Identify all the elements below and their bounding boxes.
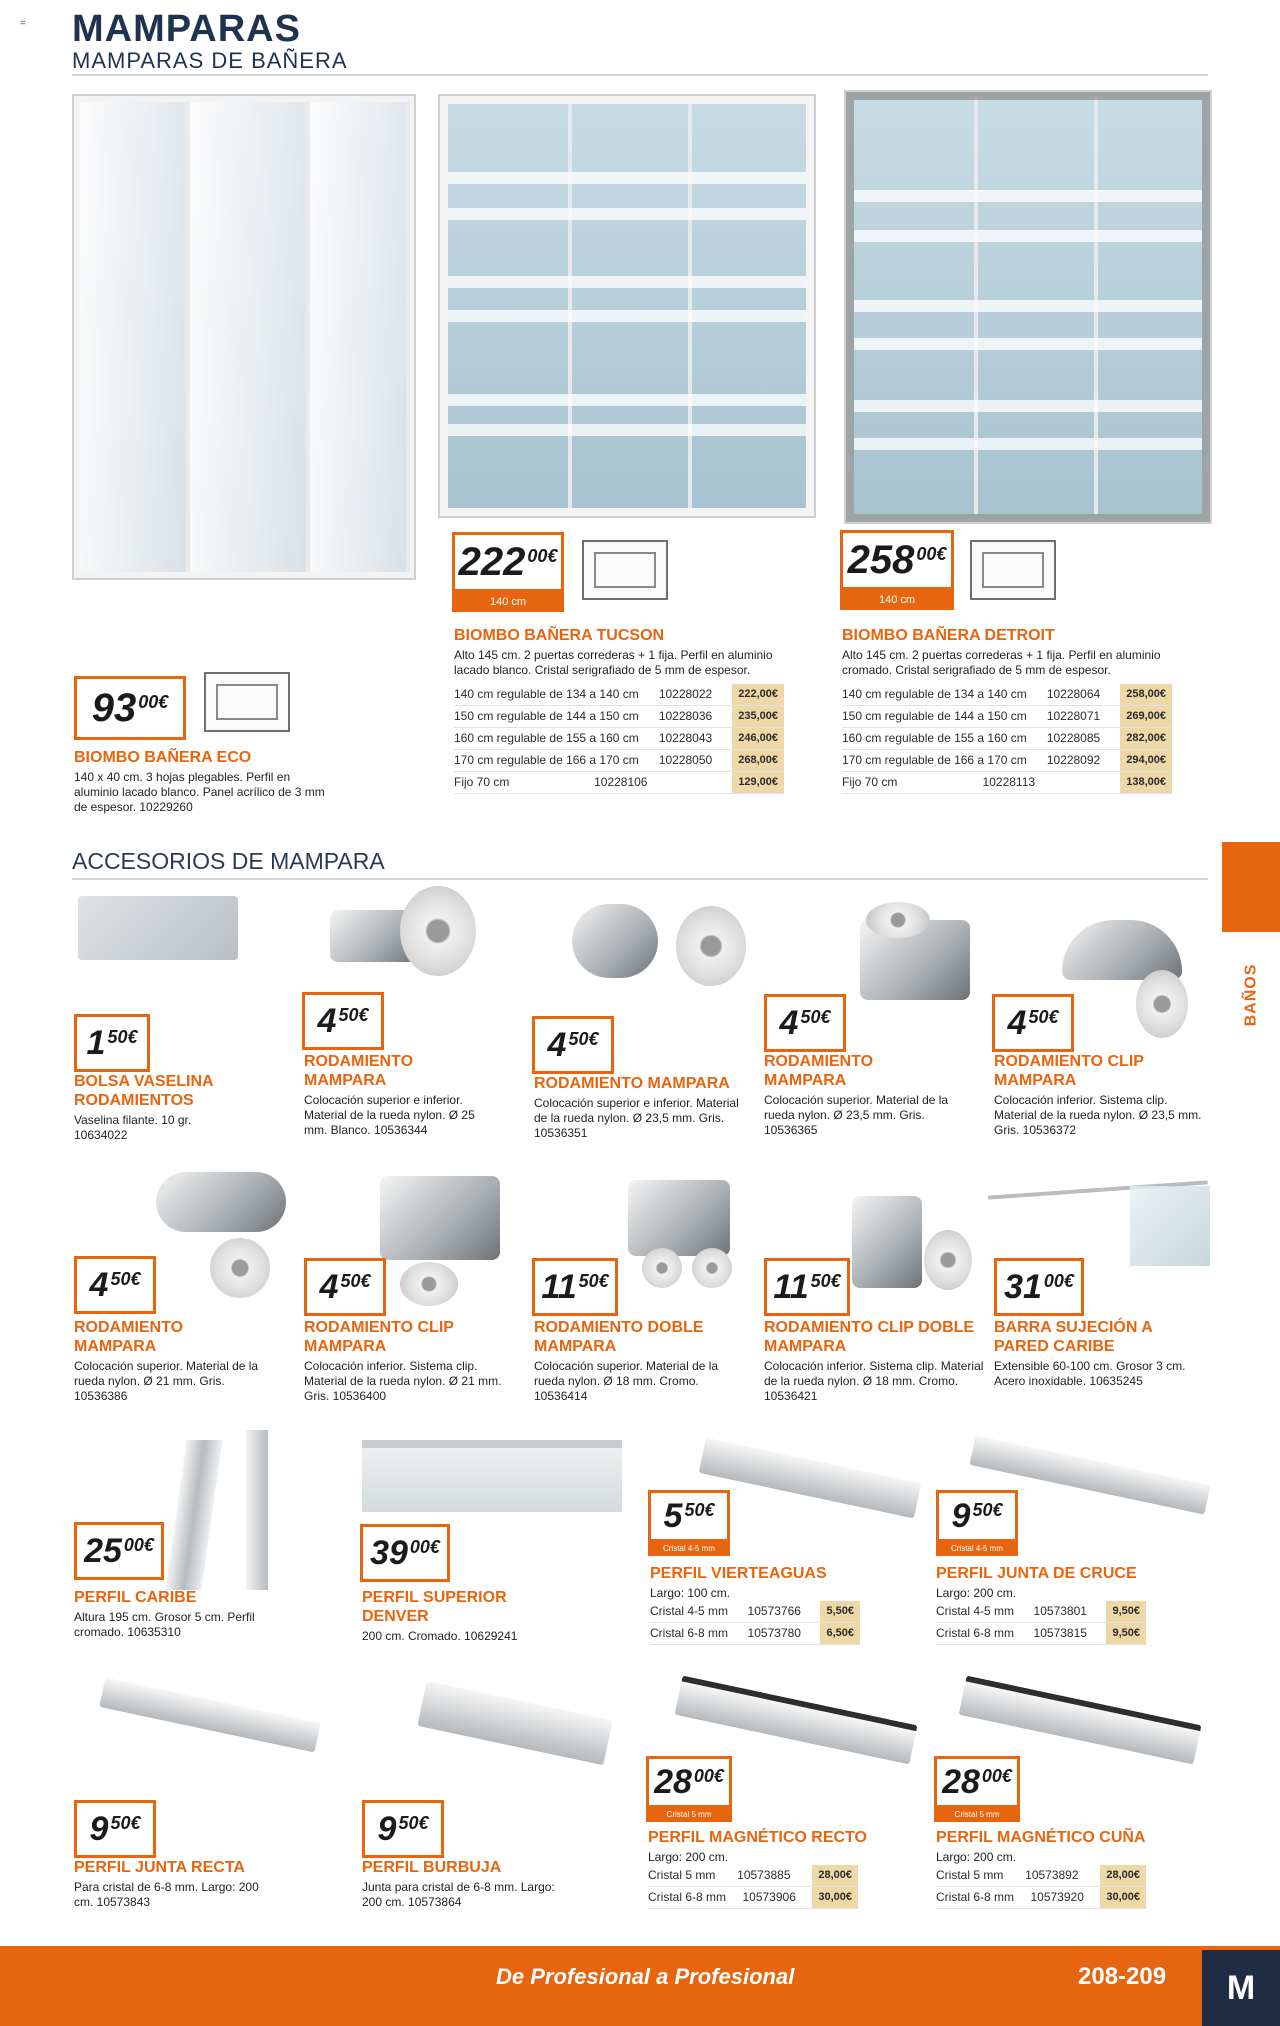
price-badge: 9 $^{50€}$ [74,1800,156,1858]
product-card [74,1072,244,1143]
product-name: BARRA SUJECIÓN A PARED CARIBE [994,1319,1153,1355]
product-card [534,1074,744,1141]
product-description: Colocación superior. Material de la rueda nylon. Ø 21 mm. Gris. 10536386 [74,1359,259,1403]
product-name: BIOMBO BAÑERA DETROIT [842,627,1055,644]
roller-wheel-image [210,1238,270,1298]
product-description: Extensible 60-100 cm. Grosor 3 cm. Acero inoxidable. 10635245 [994,1359,1186,1388]
product-name: PERFIL JUNTA DE CRUCE [936,1565,1137,1582]
product-card [764,1318,984,1404]
table-row: Cristal 6-8 mm 10573920 30,00€ [936,1887,1146,1909]
product-card [534,1318,744,1404]
price-badge: 4 $^{50€}$ [992,994,1074,1052]
product-card [842,626,1182,794]
brand-logo: M [1202,1950,1280,2026]
vaseline-bag-image [78,896,238,960]
price-badge: 4 $^{50€}$ [74,1256,156,1314]
product-description: Colocación inferior. Sistema clip. Material de la rueda nylon. Ø 21 mm. Gris. 10536400 [304,1359,502,1403]
price-badge: 4 $^{50€}$ [304,1258,386,1316]
table-row: Fijo 70 cm 10228113 138,00€ [842,772,1172,794]
product-description: Para cristal de 6-8 mm. Largo: 200 cm. 10573843 [74,1880,259,1909]
roller-wheel-image [692,1248,732,1288]
price-size-label: Cristal 5 mm [934,1808,1020,1822]
roller-image [628,1180,730,1256]
variant-table [842,684,1172,794]
product-card [74,1318,264,1404]
product-card [74,748,334,815]
product-card [650,1564,860,1645]
product-card [936,1828,1156,1909]
product-card [74,1588,274,1640]
caribe-profile-image [165,1440,222,1590]
bathtub-screen-icon [204,672,290,732]
product-card [764,1052,954,1138]
price-badge: 4 $^{50€}$ [302,992,384,1050]
product-name: RODAMIENTO MAMPARA [304,1053,414,1089]
price-badge: 4 $^{50€}$ [764,994,846,1052]
price-badge: 258 $^{00€}$ 140 cm [840,530,954,610]
profile-bar-image [699,1438,922,1519]
table-row: 170 cm regulable de 166 a 170 cm 10228092 294,00€ [842,750,1172,772]
table-row: Cristal 6-8 mm 10573906 30,00€ [648,1887,858,1909]
product-description: Alto 145 cm. 2 puertas correderas + 1 fija. Perfil en aluminio cromado. Cristal serigrafiado de 5 mm de espesor. [842,648,1161,677]
table-row: Cristal 4-5 mm 10573766 5,50€ [650,1601,860,1623]
price-size-label: Cristal 4-5 mm [936,1542,1018,1556]
product-name: RODAMIENTO CLIP DOBLE MAMPARA [764,1319,975,1355]
table-row: Cristal 4-5 mm 10573801 9,50€ [936,1601,1146,1623]
table-row: 150 cm regulable de 144 a 150 cm 10228036 235,00€ [454,706,784,728]
price-badge: 25 $^{00€}$ [74,1522,164,1580]
table-row: Cristal 6-8 mm 10573780 6,50€ [650,1623,860,1645]
product-description: Largo: 200 cm. [936,1586,1017,1600]
screen-tucson-image [440,96,814,516]
table-row: Fijo 70 cm 10228106 129,00€ [454,772,784,794]
page-numbers: 208-209 [1078,1963,1167,1990]
roller-wheel-image [676,906,746,986]
product-name: PERFIL BURBUJA [362,1859,502,1876]
roller-wheel-image [400,886,476,976]
product-name: RODAMIENTO MAMPARA [764,1053,874,1089]
product-description: Largo: 200 cm. [936,1850,1017,1864]
product-description: 200 cm. Cromado. 10629241 [362,1629,518,1643]
product-card [648,1828,868,1909]
roller-wheel-image [400,1262,458,1306]
screen-eco-image [74,96,414,578]
table-row: 150 cm regulable de 144 a 150 cm 10228071 269,00€ [842,706,1172,728]
denver-profile-image [362,1440,622,1512]
product-name: PERFIL VIERTEAGUAS [650,1565,827,1582]
variant-table [936,1601,1146,1645]
product-name: RODAMIENTO DOBLE MAMPARA [534,1319,704,1355]
title-divider [72,74,1208,76]
price-badge: 11 $^{50€}$ [532,1258,618,1316]
product-description: Largo: 200 cm. [648,1850,729,1864]
caribe-profile-image [246,1430,268,1590]
price-badge: 9 $^{50€}$ [362,1800,444,1858]
product-description: Alto 145 cm. 2 puertas correderas + 1 fija. Perfil en aluminio lacado blanco. Cristal serigrafiado de 5 mm de espesor. [454,648,773,677]
product-name: BIOMBO BAÑERA ECO [74,749,252,766]
product-description: Colocación inferior. Sistema clip. Material de la rueda nylon. Ø 23,5 mm. Gris. 10536372 [994,1093,1202,1137]
table-row: 170 cm regulable de 166 a 170 cm 10228050 268,00€ [454,750,784,772]
product-description: Altura 195 cm. Grosor 5 cm. Perfil cromado. 10635310 [74,1610,255,1639]
page-title: MAMPARAS [72,8,301,50]
table-row: 160 cm regulable de 155 a 160 cm 10228043 246,00€ [454,728,784,750]
section-heading: ACCESORIOS DE MAMPARA [72,848,385,874]
screen-detroit-image [846,92,1210,522]
product-description: Colocación superior. Material de la rueda nylon. Ø 18 mm. Cromo. 10536414 [534,1359,719,1403]
table-row: Cristal 5 mm 10573885 28,00€ [648,1865,858,1887]
profile-bar-image [958,1675,1201,1764]
price-badge: 9 $^{50€}$ Cristal 4-5 mm [936,1490,1018,1556]
product-card [74,1858,274,1910]
glass-panel-image [1130,1186,1210,1266]
product-description: Colocación superior e inferior. Material de la rueda nylon. Ø 23,5 mm. Gris. 10536351 [534,1096,739,1140]
product-name: PERFIL CARIBE [74,1589,197,1606]
product-card [362,1858,562,1910]
price-badge: 28 $^{00€}$ Cristal 5 mm [646,1756,732,1822]
product-description: Colocación superior. Material de la rueda nylon. Ø 23,5 mm. Gris. 10536365 [764,1093,949,1137]
roller-image [380,1176,500,1260]
category-label: BAÑOS [1242,963,1259,1027]
product-card [994,1052,1204,1138]
product-card [454,626,794,794]
section-divider [72,878,1208,880]
price-badge: 5 $^{50€}$ Cristal 4-5 mm [648,1490,730,1556]
variant-table [936,1865,1146,1909]
product-card [304,1052,494,1138]
table-row: 160 cm regulable de 155 a 160 cm 10228085 282,00€ [842,728,1172,750]
product-card [362,1588,562,1644]
table-row: Cristal 5 mm 10573892 28,00€ [936,1865,1146,1887]
roller-wheel-image [924,1230,972,1290]
price-badge: 31 $^{00€}$ [994,1258,1084,1316]
roller-image [572,904,658,978]
page-subtitle: MAMPARAS DE BAÑERA [72,48,348,73]
product-name: BIOMBO BAÑERA TUCSON [454,627,665,644]
price-badge: 11 $^{50€}$ [764,1258,850,1316]
price-badge: 222 $^{00€}$ 140 cm [452,532,564,612]
product-description: Largo: 100 cm. [650,1586,731,1600]
product-card [936,1564,1146,1645]
product-name: PERFIL SUPERIOR DENVER [362,1589,507,1625]
variant-table [454,684,784,794]
price-size-label: 140 cm [452,592,564,612]
roller-image [852,1196,922,1288]
table-row: Cristal 6-8 mm 10573815 9,50€ [936,1623,1146,1645]
profile-bar-image [99,1677,320,1752]
price-badge: 1 $^{50€}$ [74,1014,150,1072]
price-badge: 93 $^{00€}$ [74,676,186,740]
price-badge: 4 $^{50€}$ [532,1016,614,1074]
product-name: RODAMIENTO CLIP MAMPARA [304,1319,454,1355]
bathtub-screen-icon [970,540,1056,600]
price-size-label: 140 cm [840,590,954,610]
table-row: 140 cm regulable de 134 a 140 cm 10228064 258,00€ [842,684,1172,706]
product-name: PERFIL JUNTA RECTA [74,1859,245,1876]
product-description: Vaselina filante. 10 gr. 10634022 [74,1113,192,1142]
price-size-label: Cristal 4-5 mm [648,1542,730,1556]
price-size-label: Cristal 5 mm [646,1808,732,1822]
product-name: RODAMIENTO MAMPARA [534,1075,730,1092]
roller-wheel-image [1136,970,1188,1038]
product-description: Colocación inferior. Sistema clip. Material de la rueda nylon. Ø 18 mm. Cromo. 10536421 [764,1359,984,1403]
price-badge: 28 $^{00€}$ Cristal 5 mm [934,1756,1020,1822]
footer-slogan: De Profesional a Profesional [496,1964,795,1989]
variant-table [650,1601,860,1645]
bathtub-screen-icon [582,540,668,600]
product-description: Junta para cristal de 6-8 mm. Largo: 200 cm. 10573864 [362,1880,555,1909]
roller-wheel-image [866,902,930,938]
profile-bar-image [674,1675,917,1764]
table-row: 140 cm regulable de 134 a 140 cm 10228022 222,00€ [454,684,784,706]
variant-table [648,1865,858,1909]
product-card [994,1318,1194,1389]
price-badge: 39 $^{00€}$ [360,1524,450,1582]
product-card [304,1318,504,1404]
product-name: PERFIL MAGNÉTICO RECTO [648,1829,867,1846]
page-marker: = [20,18,26,29]
product-description: 140 x 40 cm. 3 hojas plegables. Perfil en aluminio lacado blanco. Panel acrílico de 3 mm de espesor. 10229260 [74,770,325,814]
product-name: RODAMIENTO MAMPARA [74,1319,184,1355]
product-name: RODAMIENTO CLIP MAMPARA [994,1053,1144,1089]
roller-wheel-image [642,1248,682,1288]
product-name: BOLSA VASELINA RODAMIENTOS [74,1073,213,1109]
product-description: Colocación superior e inferior. Material de la rueda nylon. Ø 25 mm. Blanco. 10536344 [304,1093,475,1137]
roller-image [156,1172,286,1232]
category-tab [1222,842,1280,932]
profile-bar-image [417,1681,612,1765]
product-name: PERFIL MAGNÉTICO CUÑA [936,1829,1146,1846]
